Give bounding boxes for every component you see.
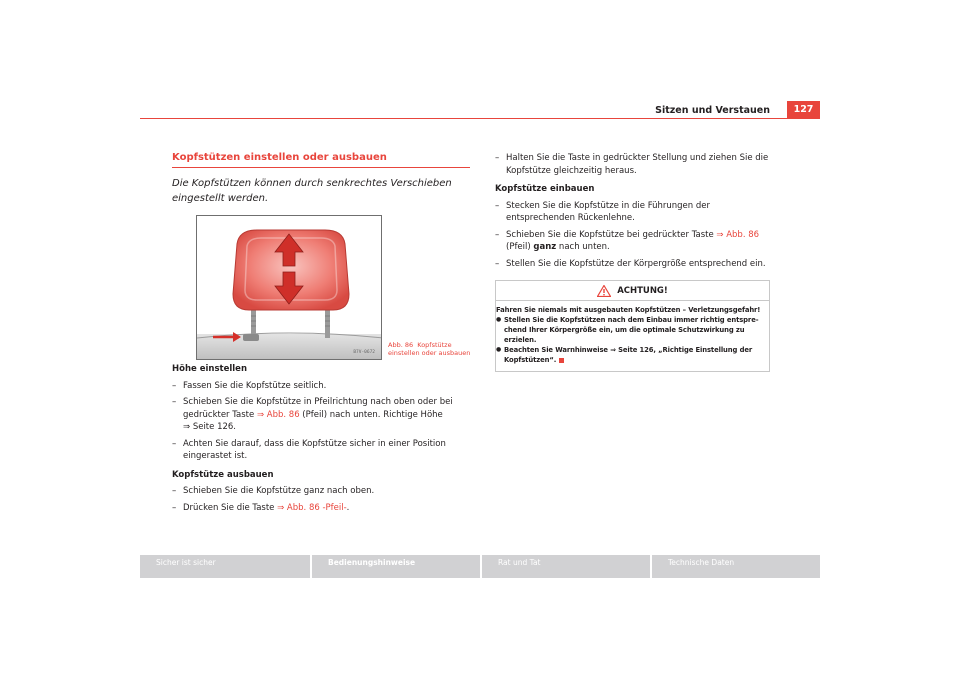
figure-caption-text: Kopfstütze einstellen oder ausbauen: [388, 341, 471, 357]
left-column: [172, 152, 470, 514]
warning-header: [496, 281, 769, 301]
ausbauen-item-2: [172, 502, 470, 515]
figure-arrow-reference-link[interactable]: ⇒ Abb. 86 -Pfeil-: [277, 502, 347, 513]
ausbauen-item-3: – Halten Sie die Taste in gedrückter Stellung und ziehen Sie die Kopfstütze gleichzeitig heraus.: [495, 152, 770, 177]
page-number: 127: [787, 101, 820, 119]
einbauen-item-2-text-b: (Pfeil): [506, 242, 534, 252]
footer-nav: [140, 555, 820, 578]
footer-tab-technische-daten[interactable]: Technische Daten: [668, 558, 735, 567]
einbauen-heading: Kopfstütze einbauen: [495, 184, 595, 194]
footer-tab-sicher[interactable]: Sicher ist sicher: [156, 558, 216, 567]
hoehe-item-2-text-b: (Pfeil) nach unten. Richtige Höhe: [299, 409, 443, 420]
headrest-illustration: [197, 216, 382, 360]
einbauen-item-2-text-a: Schieben Sie die Kopfstütze bei gedrückter Taste: [506, 229, 717, 240]
figure-code: B7V-0672: [353, 350, 375, 355]
ausbauen-heading: Kopfstütze ausbauen: [172, 469, 274, 480]
warning-triangle-icon: [597, 285, 611, 297]
page-reference-link[interactable]: ⇒ Seite 126.: [183, 422, 237, 432]
warning-line-1: Fahren Sie niemals mit ausgebauten Kopfstützen – Verletzungsgefahr!: [496, 306, 761, 314]
hoehe-item-2: [172, 396, 470, 434]
warning-page-reference-link[interactable]: ⇒ Seite 126, „Richtige Einstellung der Kopfstützen“.: [504, 346, 753, 364]
warning-box: [495, 280, 770, 372]
warning-bullet-1: ● Stellen Sie die Kopfstützen nach dem Einbau immer richtig entspre-chend Ihrer Körpergröße ein, um die optimale Schutzwirkung zu erzielen.: [496, 315, 769, 345]
hoehe-item-3: – Achten Sie darauf, dass die Kopfstütze sicher in einer Position eingerastet ist.: [172, 438, 470, 463]
warning-body: [496, 301, 769, 365]
einbauen-item-3: – Stellen Sie die Kopfstütze der Körpergröße entsprechend ein.: [495, 258, 770, 271]
right-column: [495, 152, 770, 372]
header-rule: [140, 118, 820, 119]
header-title: Sitzen und Verstauen: [655, 105, 770, 116]
figure-row: [172, 215, 470, 361]
warning-bullet-2-text: Beachten Sie Warnhinweise: [504, 346, 611, 354]
warning-title: ACHTUNG!: [617, 286, 668, 296]
ausbauen-item-2-text-b: .: [346, 502, 350, 513]
figure-caption-label: Abb. 86: [388, 341, 414, 349]
footer-tab-bedienung[interactable]: Bedienungshinweise: [328, 558, 416, 567]
einbauen-item-1: – Stecken Sie die Kopfstütze in die Führungen der entsprechenden Rückenlehne.: [495, 200, 770, 225]
warning-bullet-2: [496, 345, 769, 365]
figure-reference-link[interactable]: ⇒ Abb. 86: [256, 409, 300, 420]
end-mark: [559, 358, 564, 363]
figure-reference-link[interactable]: ⇒ Abb. 86: [716, 229, 760, 240]
figure-headrest: [196, 215, 382, 360]
einbauen-item-2: [495, 229, 770, 254]
footer-tab-rat-und-tat[interactable]: Rat und Tat: [498, 558, 541, 567]
section-intro: Die Kopfstützen können durch senkrechtes Verschieben eingestellt werden.: [172, 178, 452, 204]
figure-caption: [388, 341, 478, 357]
ausbauen-item-1: – Schieben Sie die Kopfstütze ganz nach oben.: [172, 485, 470, 498]
section-title: Kopfstützen einstellen oder ausbauen: [172, 152, 470, 168]
einbauen-item-2-text-c: nach unten.: [556, 242, 610, 252]
ausbauen-item-2-text-a: Drücken Sie die Taste: [183, 502, 278, 513]
hoehe-heading: Höhe einstellen: [172, 364, 247, 374]
einbauen-item-2-bold: ganz: [533, 242, 557, 252]
hoehe-item-2-text-a: Schieben Sie die Kopfstütze in Pfeilrichtung nach oben oder bei gedrückter Taste: [183, 397, 453, 420]
hoehe-item-1: – Fassen Sie die Kopfstütze seitlich.: [172, 380, 470, 393]
